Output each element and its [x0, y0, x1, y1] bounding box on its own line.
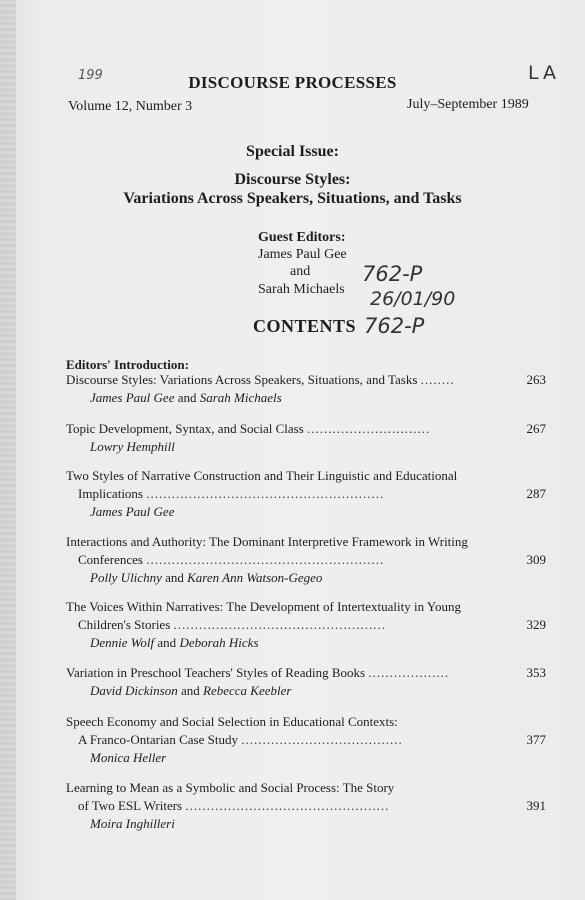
- handwritten-date: 26/01/90: [370, 288, 456, 310]
- toc-author: Dennie Wolf: [90, 635, 155, 650]
- toc-leader-dots: ........................................................: [146, 552, 385, 567]
- contents-heading: CONTENTS: [253, 316, 357, 336]
- toc-entry: [66, 779, 546, 833]
- toc-author: Lowry Hemphill: [90, 439, 175, 454]
- toc-authors: [66, 503, 546, 521]
- toc-title: Discourse Styles: Variations Across Speakers, Situations, and Tasks: [66, 372, 418, 387]
- toc-entry: [66, 664, 546, 700]
- toc-author-and: and: [177, 390, 197, 405]
- toc-title-line: [66, 598, 546, 616]
- toc-title-line: [66, 797, 546, 815]
- toc-title-line: [66, 533, 546, 551]
- toc-entry: [66, 467, 546, 521]
- toc-title-line: [66, 371, 546, 389]
- toc-page-number: 267: [526, 421, 546, 436]
- toc-author-and: and: [157, 635, 177, 650]
- toc-title-line: [66, 467, 546, 485]
- toc-author: Rebecca Keebler: [203, 683, 292, 698]
- toc-title-line: [66, 713, 546, 731]
- toc-authors: [66, 815, 546, 833]
- toc-title-line: [66, 420, 546, 438]
- special-issue-title-2: Variations Across Speakers, Situations, and Tasks: [123, 190, 462, 207]
- toc-authors: [66, 569, 546, 587]
- toc-authors: [66, 438, 546, 456]
- special-issue-label: Special Issue:: [246, 143, 339, 160]
- toc-title-cont: Implications: [78, 486, 143, 501]
- toc-authors: [66, 749, 546, 767]
- toc-title: Interactions and Authority: The Dominant Interpretive Framework in Writing: [66, 534, 468, 549]
- toc-title-line: [66, 731, 546, 749]
- guest-editors-heading: Guest Editors:: [258, 230, 346, 245]
- toc-leader-dots: ...................: [368, 665, 450, 680]
- handwritten-initials: LA: [528, 62, 561, 84]
- toc-title: The Voices Within Narratives: The Development of Intertextuality in Young: [66, 599, 461, 614]
- toc-entry: [66, 598, 546, 652]
- toc-authors: [66, 389, 546, 407]
- toc-title-cont: Conferences: [78, 552, 143, 567]
- toc-title-cont: Children's Stories: [78, 617, 171, 632]
- volume-number: Volume 12, Number 3: [68, 99, 193, 114]
- special-issue-title-1: Discourse Styles:: [234, 171, 351, 188]
- toc-title-line: [66, 779, 546, 797]
- toc-leader-dots: ......................................: [241, 732, 403, 747]
- toc-author-and: and: [165, 570, 184, 585]
- toc-authors: [66, 634, 546, 652]
- guest-editor-1: James Paul Gee: [258, 247, 347, 262]
- toc-title-line: [66, 616, 546, 634]
- toc-leader-dots: ........................................................: [146, 486, 385, 501]
- toc-author: Karen Ann Watson-Gegeo: [187, 570, 323, 585]
- handwritten-call-number: 762-P: [362, 262, 423, 286]
- toc-author: Deborah Hicks: [179, 635, 259, 650]
- toc-leader-dots: ................................................: [185, 798, 390, 813]
- guest-editor-2: Sarah Michaels: [258, 282, 345, 297]
- toc-page-number: 263: [526, 372, 546, 387]
- toc-title: Speech Economy and Social Selection in Educational Contexts:: [66, 714, 398, 729]
- toc-leader-dots: ..................................................: [173, 617, 387, 632]
- toc-page-number: 391: [526, 798, 546, 813]
- editors-intro-heading: Editors' Introduction:: [66, 357, 189, 372]
- handwritten-call-number-2: 762-P: [364, 314, 425, 338]
- binding-edge: [0, 0, 16, 900]
- toc-author-and: and: [180, 683, 200, 698]
- issue-date: July–September 1989: [407, 97, 529, 112]
- toc-title-line: [66, 551, 546, 569]
- toc-author: Sarah Michaels: [199, 390, 282, 405]
- toc-title-line: [66, 664, 546, 682]
- toc-page-number: 287: [526, 486, 546, 501]
- toc-page-number: 377: [526, 732, 546, 747]
- toc-title: Learning to Mean as a Symbolic and Social Process: The Story: [66, 780, 395, 795]
- toc-title: Topic Development, Syntax, and Social Class: [66, 421, 304, 436]
- toc-author: James Paul Gee: [90, 504, 175, 519]
- journal-title: DISCOURSE PROCESSES: [188, 73, 397, 92]
- toc-leader-dots: .............................: [307, 421, 431, 436]
- toc-title: Variation in Preschool Teachers' Styles of Reading Books: [66, 665, 366, 680]
- toc-entry: [66, 533, 546, 587]
- toc-title-line: [66, 485, 546, 503]
- guest-editors-and: and: [290, 264, 311, 279]
- handwritten-number: 199: [78, 68, 103, 83]
- toc-entry: [66, 420, 546, 456]
- toc-entry: [66, 713, 546, 767]
- toc-page-number: 329: [526, 617, 546, 632]
- toc-page-number: 353: [526, 665, 546, 680]
- toc-author: James Paul Gee: [90, 390, 175, 405]
- toc-author: Moira Inghilleri: [90, 816, 175, 831]
- toc-entry: [66, 371, 546, 407]
- toc-author: Polly Ulichny: [90, 570, 162, 585]
- toc-title-cont: of Two ESL Writers: [78, 798, 183, 813]
- toc-title-cont: A Franco-Ontarian Case Study: [78, 732, 238, 747]
- toc-authors: [66, 682, 546, 700]
- toc-leader-dots: ........: [420, 372, 455, 387]
- toc-author: David Dickinson: [90, 683, 178, 698]
- toc-author: Monica Heller: [90, 750, 167, 765]
- toc-page-number: 309: [526, 552, 546, 567]
- toc-title: Two Styles of Narrative Construction and Their Linguistic and Educational: [66, 468, 458, 483]
